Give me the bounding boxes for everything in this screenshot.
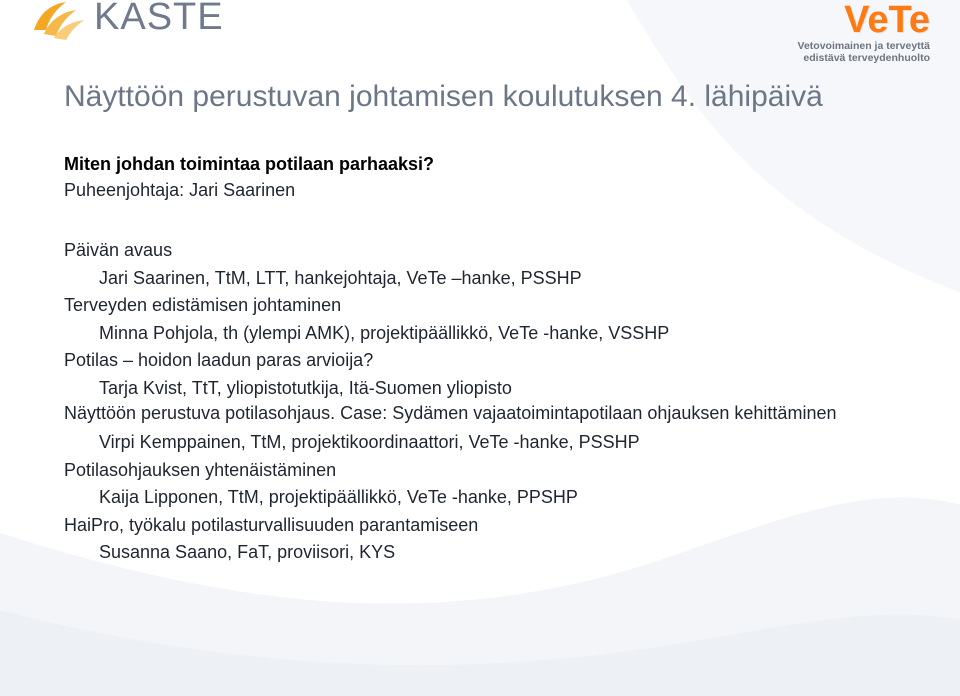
kaste-logo-text: KASTE <box>94 0 224 38</box>
program-item: HaiPro, työkalu potilasturvallisuuden parantamiseen <box>64 514 479 535</box>
kaste-logo <box>30 0 230 42</box>
vete-tagline-line-1: Vetovoimainen ja terveyttä <box>797 40 930 52</box>
program-item: Potilas – hoidon laadun paras arvioija? <box>64 350 374 370</box>
program-item: Näyttöön perustuva potilasohjaus. Case: Sydämen vajaatoimintapotilaan ohjauksen kehittäminen <box>64 403 837 423</box>
vete-logo-word: VeTe <box>844 0 930 41</box>
program-speaker: Jari Saarinen, TtM, LTT, hankejohtaja, VeTe –hanke, PSSHP <box>99 267 582 288</box>
vete-logo <box>780 0 930 70</box>
slide-title: Näyttöön perustuvan johtamisen koulutuksen 4. lähipäivä <box>64 80 823 113</box>
program-item: Terveyden edistämisen johtaminen <box>64 295 342 315</box>
slide-subtitle: Miten johdan toimintaa potilaan parhaaksi? <box>64 154 435 174</box>
program-speaker: Tarja Kvist, TtT, yliopistotutkija, Itä-Suomen yliopisto <box>99 377 512 398</box>
program-speaker: Virpi Kemppainen, TtM, projektikoordinaattori, VeTe -hanke, PSSHP <box>99 432 640 452</box>
vete-tagline-line-2: edistävä terveydenhuolto <box>803 52 930 64</box>
program-list <box>64 237 934 567</box>
program-speaker: Kaija Lipponen, TtM, projektipäällikkö, VeTe -hanke, PPSHP <box>99 487 578 507</box>
program-speaker: Susanna Saano, FaT, proviisori, KYS <box>99 542 396 562</box>
kaste-emblem-icon <box>30 0 90 42</box>
program-speaker: Minna Pohjola, th (ylempi AMK), projektipäällikkö, VeTe -hanke, VSSHP <box>99 322 670 343</box>
program-item: Potilasohjauksen yhtenäistäminen <box>64 459 337 480</box>
chairperson-line: Puheenjohtaja: Jari Saarinen <box>64 180 296 200</box>
program-item: Päivän avaus <box>64 240 173 260</box>
